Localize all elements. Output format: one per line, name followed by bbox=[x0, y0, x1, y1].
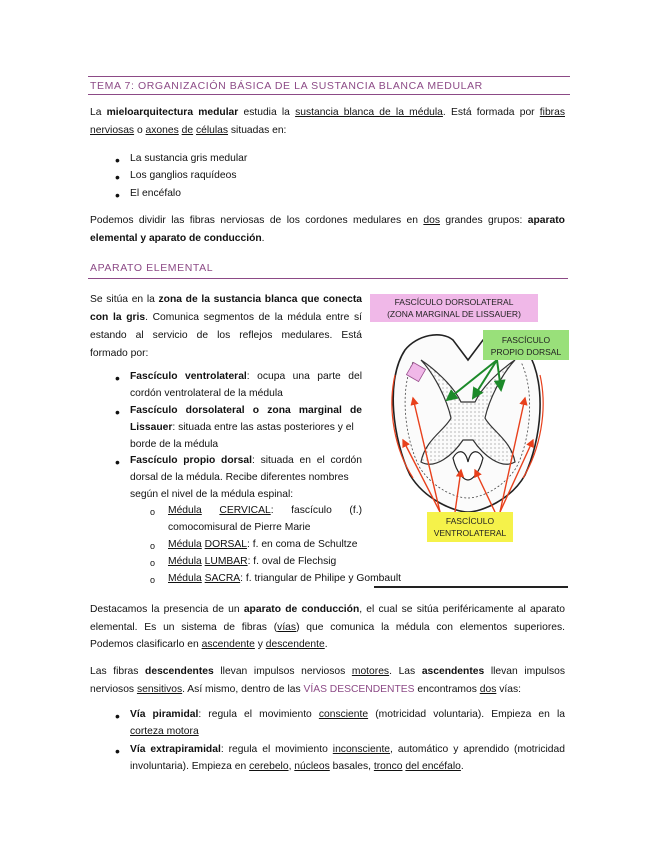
intro-line-2: nerviosas o axones de células situadas en: bbox=[90, 125, 287, 136]
circle-bullet-icon: o bbox=[150, 507, 156, 517]
section-line-1: Se sitúa en la zona de la sustancia blanca que conecta bbox=[90, 294, 362, 305]
sub-dorsal: Médula DORSAL: f. en coma de Schultze bbox=[168, 539, 358, 550]
item-propio: Fascículo propio dorsal: situada en el cordón bbox=[130, 455, 362, 466]
conduction-line-3: Podemos clasificarlo en ascendente y descendente. bbox=[90, 639, 328, 650]
via-piramidal: Vía piramidal: regula el movimiento consciente (motricidad voluntaria). Empieza en la bbox=[130, 709, 565, 720]
spinal-cord-diagram bbox=[365, 290, 570, 548]
label-ventro-1: FASCÍCULO bbox=[445, 516, 495, 526]
list-item: Los ganglios raquídeos bbox=[130, 170, 237, 181]
section-line-2: con la gris. Comunica segmentos de la médula entre sí bbox=[90, 312, 362, 323]
label-propio-1: FASCÍCULO bbox=[501, 335, 551, 345]
item-propio-cont: dorsal de la médula. Recibe diferentes nombres bbox=[130, 472, 349, 483]
figure-divider bbox=[374, 586, 568, 588]
circle-bullet-icon: o bbox=[150, 575, 156, 585]
intro-line-3: Podemos dividir las fibras nerviosas de los cordones medulares en dos grandes grupos: aparato bbox=[90, 215, 565, 226]
circle-bullet-icon: o bbox=[150, 558, 156, 568]
bullet-icon: • bbox=[115, 404, 120, 420]
sub-cervical-cont: comocomisural de Pierre Marie bbox=[168, 522, 311, 533]
section-divider bbox=[88, 278, 568, 279]
item-ventrolateral-cont: cordón ventrolateral de la médula bbox=[130, 388, 283, 399]
conduction-line-1: Destacamos la presencia de un aparato de conducción, el cual se sitúa periféricamente al aparato bbox=[90, 604, 565, 615]
item-dorsolateral-cont: Lissauer: situada entre las astas posteriores y el bbox=[130, 422, 354, 433]
bullet-icon: • bbox=[115, 187, 120, 203]
label-dorsolateral-2: (ZONA MARGINAL DE LISSAUER) bbox=[387, 309, 521, 319]
page-title: TEMA 7: ORGANIZACIÓN BÁSICA DE LA SUSTANCIA BLANCA MEDULAR bbox=[88, 76, 570, 95]
conduction-line-2: elemental. Es un sistema de fibras (vías) que comunica la médula con elementos superiores. bbox=[90, 622, 565, 633]
via-piramidal-cont: corteza motora bbox=[130, 726, 199, 737]
section-line-4: formado por: bbox=[90, 348, 149, 359]
item-propio-cont2: según el nivel de la médula espinal: bbox=[130, 489, 294, 500]
label-ventro-2: VENTROLATERAL bbox=[433, 528, 507, 538]
label-propio-2: PROPIO DORSAL bbox=[490, 347, 562, 357]
list-item: El encéfalo bbox=[130, 188, 181, 199]
sub-lumbar: Médula LUMBAR: f. oval de Flechsig bbox=[168, 556, 337, 567]
via-extrapiramidal-cont: involuntaria). Empieza en cerebelo, núcleos basales, tronco del encéfalo. bbox=[130, 761, 464, 772]
bullet-icon: • bbox=[115, 152, 120, 168]
label-dorsolateral-1: FASCÍCULO DORSOLATERAL bbox=[394, 297, 514, 307]
item-dorsolateral: Fascículo dorsolateral o zona marginal de bbox=[130, 405, 362, 416]
conduction-line-4: Las fibras descendentes llevan impulsos nerviosos motores. Las ascendentes llevan impulsos bbox=[90, 666, 565, 677]
via-extrapiramidal: Vía extrapiramidal: regula el movimiento inconsciente, automático y aprendido (motricidad bbox=[130, 744, 565, 755]
conduction-line-5: nerviosos sensitivos. Así mismo, dentro de las VÍAS DESCENDENTES encontramos dos vías: bbox=[90, 684, 521, 695]
intro-line-4: elemental y aparato de conducción. bbox=[90, 233, 265, 244]
bullet-icon: • bbox=[115, 454, 120, 470]
bullet-icon: • bbox=[115, 743, 120, 759]
bullet-icon: • bbox=[115, 708, 120, 724]
sub-sacra: Médula SACRA: f. triangular de Philipe y Gombault bbox=[168, 573, 401, 584]
bullet-icon: • bbox=[115, 169, 120, 185]
bullet-icon: • bbox=[115, 370, 120, 386]
intro-line-1: La mieloarquitectura medular estudia la sustancia blanca de la médula. Está formada por fibras bbox=[90, 107, 565, 118]
item-ventrolateral: Fascículo ventrolateral: ocupa una parte del bbox=[130, 371, 362, 382]
list-item: La sustancia gris medular bbox=[130, 153, 248, 164]
circle-bullet-icon: o bbox=[150, 541, 156, 551]
sub-cervical: Médula CERVICAL: fascículo (f.) bbox=[168, 505, 362, 516]
item-dorsolateral-cont2: borde de la médula bbox=[130, 439, 219, 450]
section-heading: APARATO ELEMENTAL bbox=[90, 262, 214, 274]
section-line-3: estando al servicio de los reflejos medulares. Está bbox=[90, 330, 362, 341]
